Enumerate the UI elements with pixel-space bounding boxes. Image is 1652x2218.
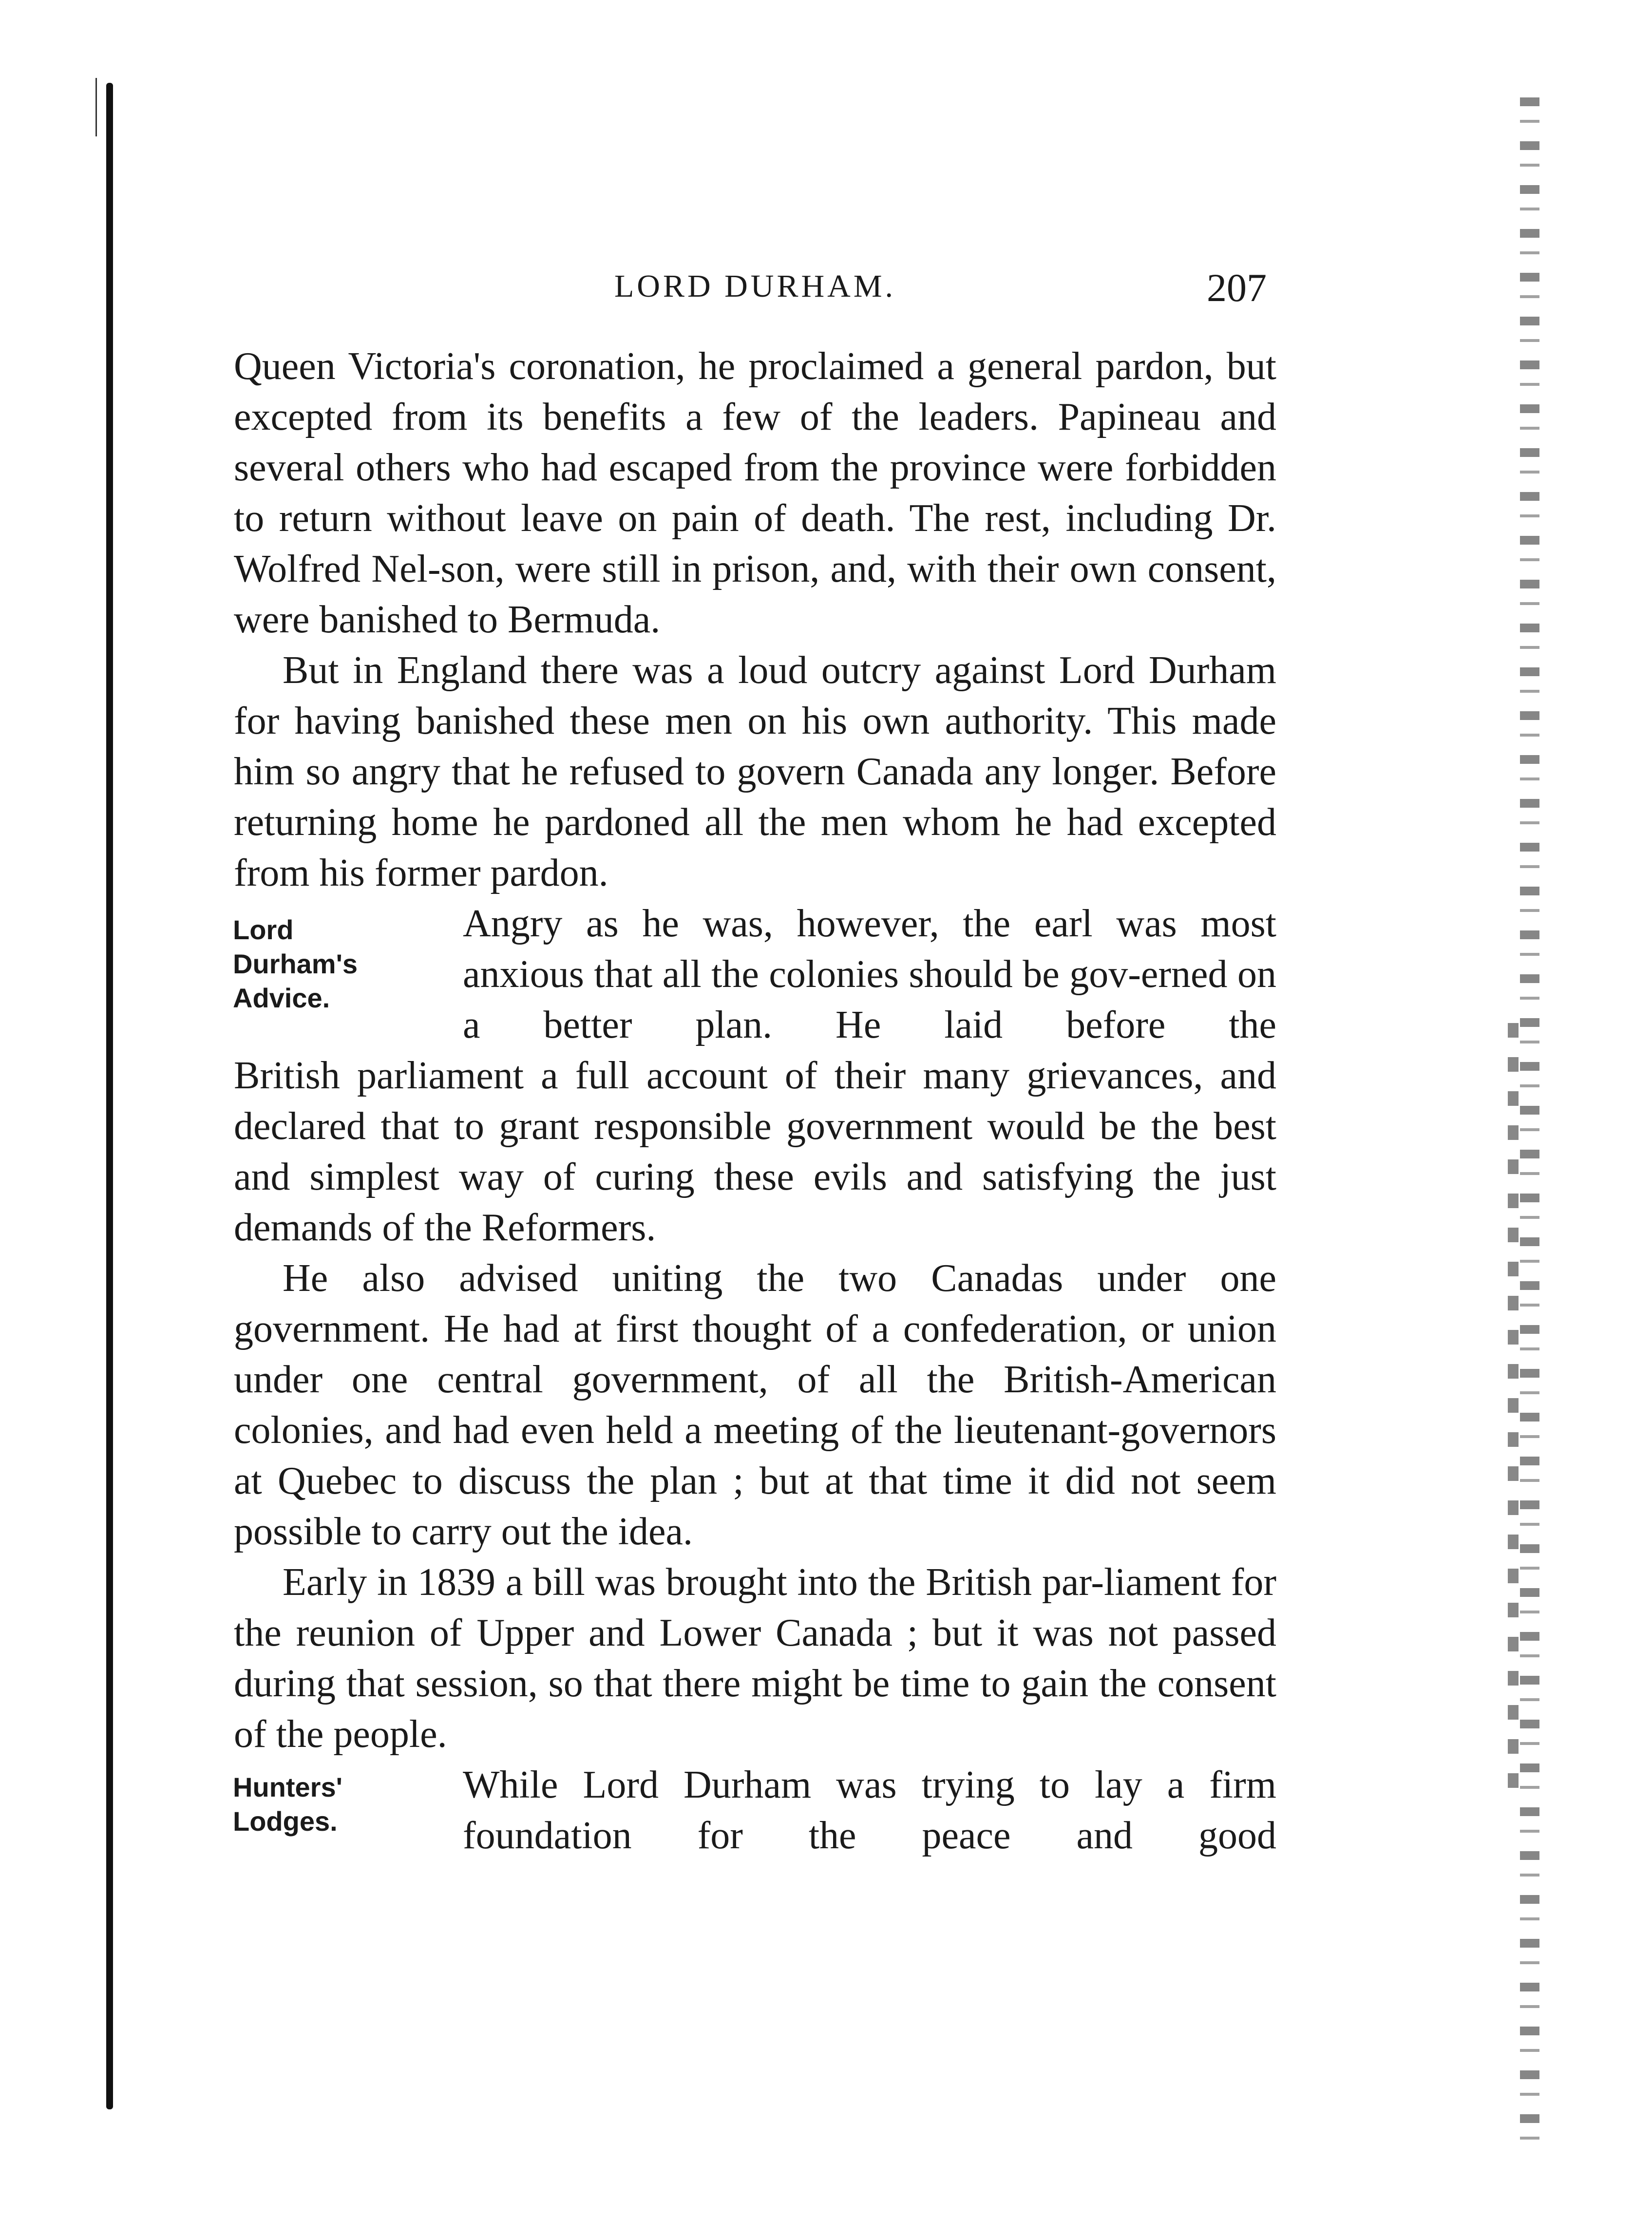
paragraph-outcry: But in England there was a loud outcry against Lord Durham for having banished these men on his own authority. This made him so angry that he refused to govern Canada any longer. Before returning home he pardoned all the men whom he had excepted from his former pardon. bbox=[234, 649, 1276, 894]
side-note-line: Lodges. bbox=[233, 1806, 338, 1837]
paragraph-continued: Queen Victoria's coronation, he proclaimed a general pardon, but excepted from its benefits a few of the leaders. Papineau and several others who had escaped from the province were forbidden to return without leave on pain of death. The rest, including Dr. Wolfred Nel-son, were still in prison, and, with their own consent, were banished to Bermuda. bbox=[234, 345, 1276, 641]
scan-right-edge-marks bbox=[1508, 1023, 1519, 1802]
side-note-hunters-lodges bbox=[233, 1770, 428, 1839]
paragraph-hunters-start: While Lord Durham was trying to lay a firm foundation for the peace and good bbox=[463, 1763, 1276, 1857]
side-note-line: Advice. bbox=[233, 983, 330, 1013]
side-note-line: Lord bbox=[233, 914, 294, 945]
paragraph-union: He also advised uniting the two Canadas under one government. He had at first thought of a confederation, or union under one central government, of all the British-American colonies, and had even held a meeting of the lieutenant-governors at Quebec to discuss the plan ; but at that time it did not seem possible to carry out the idea. bbox=[234, 1257, 1276, 1553]
book-page bbox=[233, 265, 1276, 2100]
paragraph-advice-rest: British parliament a full account of their many grievances, and declared that to grant responsible government would be the best and simplest way of curing these evils and satisfying the just demands of the Reformers. bbox=[234, 1054, 1276, 1249]
side-note-line: Hunters' bbox=[233, 1772, 342, 1802]
advice-section bbox=[234, 898, 1276, 1050]
running-head bbox=[234, 265, 1276, 341]
hunters-lodges-section bbox=[234, 1760, 1276, 1861]
scan-right-edge bbox=[1520, 97, 1539, 2143]
paragraph-advice-start: Angry as he was, however, the earl was most anxious that all the colonies should be gov-erned on a better plan. He laid before the bbox=[463, 902, 1276, 1046]
side-note-line: Durham's bbox=[233, 948, 358, 979]
page-number: 207 bbox=[1207, 265, 1267, 310]
scan-left-edge bbox=[106, 83, 113, 2109]
paragraph-bill: Early in 1839 a bill was brought into the British par-liament for the reunion of Upper and Lower Canada ; but it was not passed during that session, so that there might be time to gain the consent of the people. bbox=[234, 1561, 1276, 1756]
running-title: LORD DURHAM. bbox=[614, 268, 896, 304]
side-note-durhams-advice bbox=[233, 913, 428, 1015]
scan-edge-mark bbox=[95, 78, 97, 136]
